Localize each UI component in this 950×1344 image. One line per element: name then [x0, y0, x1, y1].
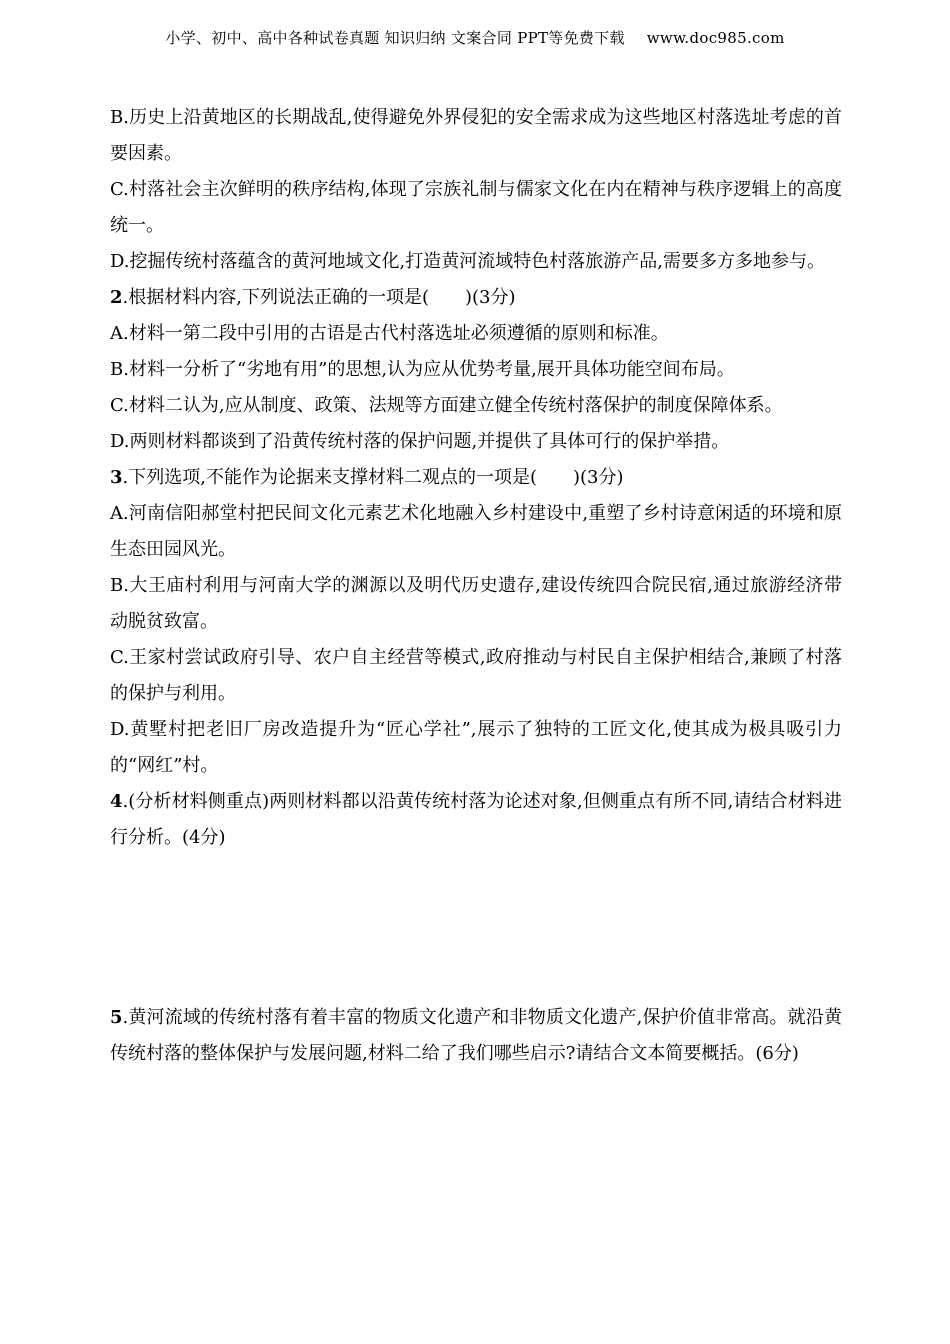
question-5-number: 5 [110, 1007, 123, 1028]
question-5-stem [110, 1000, 842, 1072]
page-header [0, 27, 950, 48]
q3-option-b: B.大王庙村利用与河南大学的渊源以及明代历史遗存,建设传统四合院民宿,通过旅游经济带动脱贫致富。 [110, 575, 842, 632]
q1-option-d: D.挖掘传统村落蕴含的黄河地域文化,打造黄河流域特色村落旅游产品,需要多方多地参与。 [110, 251, 825, 272]
question-2-stem [110, 280, 842, 316]
header-tagline: 小学、初中、高中各种试卷真题 知识归纳 文案合同 PPT等免费下载 [165, 29, 625, 47]
question-3-stem [110, 460, 842, 496]
header-site-url: www.doc985.com [646, 29, 785, 47]
question-5-text: .黄河流域的传统村落有着丰富的物质文化遗产和非物质文化遗产,保护价值非常高。就沿黄传统村落的整体保护与发展问题,材料二给了我们哪些启示?请结合文本简要概括。(6分) [110, 1007, 842, 1064]
q2-option-b: B.材料一分析了“劣地有用”的思想,认为应从优势考量,展开具体功能空间布局。 [110, 359, 735, 380]
q3-option-a: A.河南信阳郝堂村把民间文化元素艺术化地融入乡村建设中,重塑了乡村诗意闲适的环境和原生态田园风光。 [110, 503, 842, 560]
question-2-text: .根据材料内容,下列说法正确的一项是( )(3分) [122, 287, 516, 308]
q2-option-a: A.材料一第二段中引用的古语是古代村落选址必须遵循的原则和标准。 [110, 323, 669, 344]
q1-option-c: C.村落社会主次鲜明的秩序结构,体现了宗族礼制与儒家文化在内在精神与秩序逻辑上的高度统一。 [110, 179, 842, 236]
question-4-number: 4 [110, 791, 123, 812]
q1-option-b: B.历史上沿黄地区的长期战乱,使得避免外界侵犯的安全需求成为这些地区村落选址考虑的首要因素。 [110, 107, 842, 164]
q2-option-c: C.材料二认为,应从制度、政策、法规等方面建立健全传统村落保护的制度保障体系。 [110, 395, 783, 416]
question-3-text: .下列选项,不能作为论据来支撑材料二观点的一项是( )(3分) [122, 467, 624, 488]
document-body [110, 100, 842, 1072]
q3-option-c: C.王家村尝试政府引导、农户自主经营等模式,政府推动与村民自主保护相结合,兼顾了村落的保护与利用。 [110, 647, 842, 704]
question-3-number: 3 [110, 467, 123, 488]
question-2-number: 2 [110, 287, 123, 308]
q2-option-d: D.两则材料都谈到了沿黄传统村落的保护问题,并提供了具体可行的保护举措。 [110, 431, 730, 452]
question-4-text: .(分析材料侧重点)两则材料都以沿黄传统村落为论述对象,但侧重点有所不同,请结合材料进行分析。(4分) [110, 791, 842, 848]
question-4-stem [110, 784, 842, 856]
q3-option-d: D.黄墅村把老旧厂房改造提升为“匠心学社”,展示了独特的工匠文化,使其成为极具吸引力的“网红”村。 [110, 719, 842, 776]
answer-space-q4 [110, 856, 842, 1000]
